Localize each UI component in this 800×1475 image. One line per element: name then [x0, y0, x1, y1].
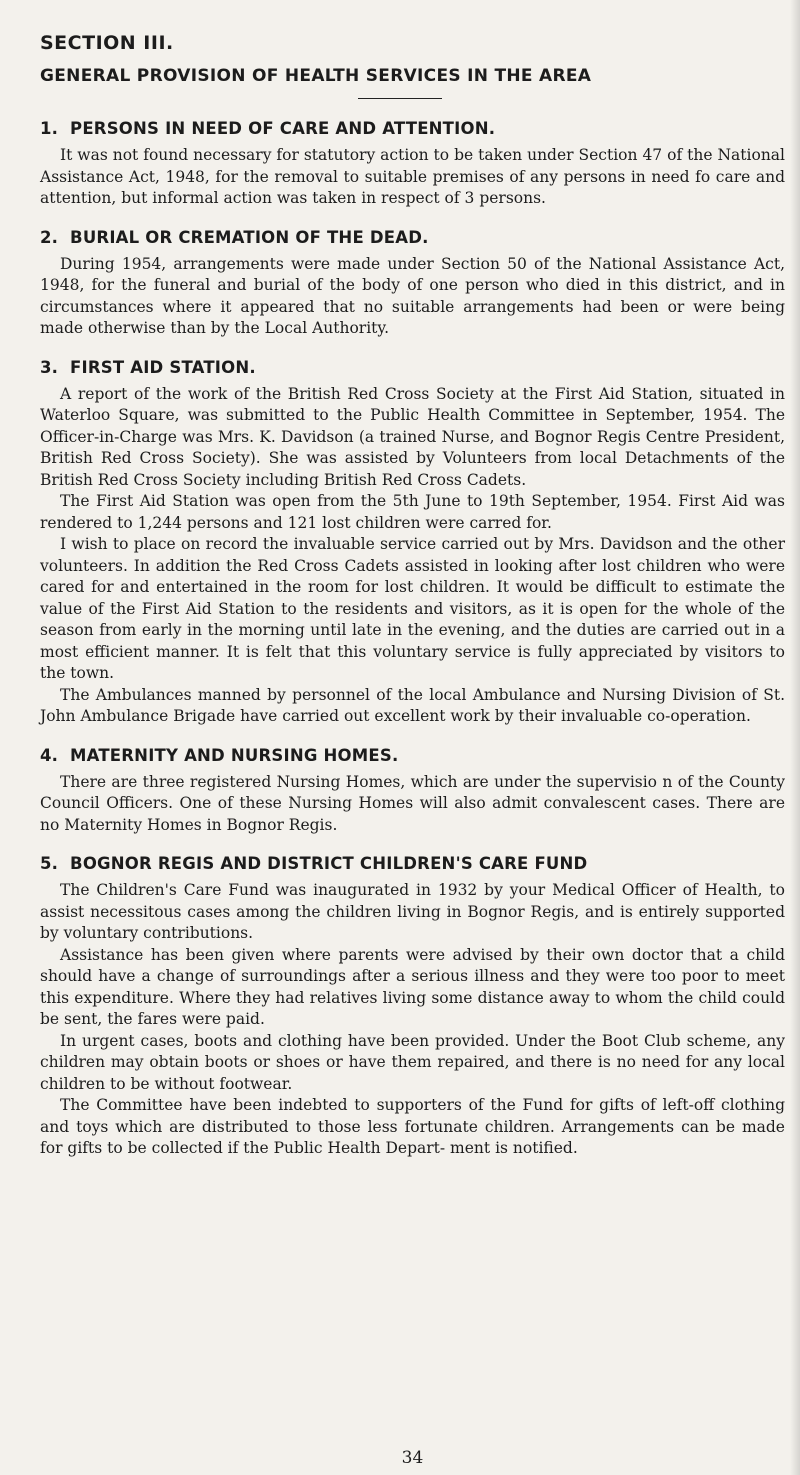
section-title: FIRST AID STATION. [70, 357, 256, 377]
section-heading [40, 356, 785, 380]
section-heading [40, 117, 785, 141]
document-page [40, 30, 785, 1468]
section-heading [40, 226, 785, 250]
section-title: BOGNOR REGIS AND DISTRICT CHILDREN'S CARE FUND [70, 854, 588, 873]
page-number: 34 [401, 1448, 424, 1468]
page-edge-shadow [790, 0, 800, 1475]
paragraph: I wish to place on record the invaluable service carried out by Mrs. Davidson and the other volunteers. In addition the Red Cross Cadets assisted in looking after lost children who were cared for and entertained in the room for lost children. It would be difficult to estimate the value of the First Aid Station to the residents and visitors, as it is open for the whole of the season from early in the morning until late in the evening, and the duties are carried out in a most efficient manner. It is felt that this voluntary service is fully appreciated by visitors to the town. [40, 535, 785, 682]
paragraph: During 1954, arrangements were made under Section 50 of the National Assistance Act, 1948, for the funeral and burial of the body of one person who died in this district, and in circumstances where it appeared that no suitable arrangements had been or were being made otherwise than by the Local Authority. [40, 254, 785, 337]
section-title: PERSONS IN NEED OF CARE AND ATTENTION. [70, 119, 496, 138]
section-number: 1. [40, 119, 59, 138]
document-body [40, 117, 785, 1160]
section-title: MATERNITY AND NURSING HOMES. [70, 745, 399, 765]
section-number: 3. [40, 357, 59, 377]
section-4 [40, 744, 785, 837]
title-divider [358, 98, 442, 99]
section-1 [40, 117, 785, 210]
paragraph: The First Aid Station was open from the 5th June to 19th September, 1954. First Aid was rendered to 1,244 persons and 121 lost children were carred for. [40, 492, 785, 532]
paragraph: The Ambulances manned by personnel of the local Ambulance and Nursing Division of St. John Ambulance Brigade have carried out excellent work by their invaluable co-operation. [40, 685, 785, 725]
paragraph: The Children's Care Fund was inaugurated in 1932 by your Medical Officer of Health, to assist necessitous cases among the children living in Bognor Regis, and is entirely supported by voluntary contributions. [40, 881, 785, 942]
paragraph: Assistance has been given where parents were advised by their own doctor that a child should have a change of surroundings after a serious illness and they were too poor to meet this expenditure. Where they had relatives living some distance away to whom the child could be sent, the fares were paid. [40, 945, 785, 1028]
section-title: BURIAL OR CREMATION OF THE DEAD. [70, 227, 429, 247]
paragraph: There are three registered Nursing Homes, which are under the supervisio n of the County Council Officers. One of these Nursing Homes will also admit convalescent cases. There are no Maternity Homes in Bognor Regis. [40, 772, 785, 834]
paragraph: The Committee have been indebted to supporters of the Fund for gifts of left-off clothing and toys which are distributed to those less fortunate children. Arrangements can be made for gifts to be collected if the Public Health Depart- ment is notified. [40, 1096, 785, 1157]
section-heading [40, 744, 785, 768]
section-5 [40, 852, 785, 1160]
paragraph: A report of the work of the British Red Cross Society at the First Aid Station, situated in Waterloo Square, was submitted to the Public Health Committee in September, 1954. The Officer-in-Charge was Mrs. K. Davidson (a trained Nurse, and Bognor Regis Centre President, British Red Cross Society). She was assisted by Volunteers from local Detachments of the British Red Cross Society including British Red Cross Cadets. [40, 384, 785, 489]
paragraph: In urgent cases, boots and clothing have been provided. Under the Boot Club scheme, any children may obtain boots or shoes or have them repaired, and there is no need for any local children to be without footwear. [40, 1031, 785, 1093]
page-title: GENERAL PROVISION OF HEALTH SERVICES IN THE AREA [40, 66, 592, 86]
section-3 [40, 356, 785, 728]
section-number: 5. [40, 854, 59, 873]
section-number: 2. [40, 227, 59, 247]
section-label: SECTION III. [40, 32, 174, 54]
paragraph: It was not found necessary for statutory action to be taken under Section 47 of the National Assistance Act, 1948, for the removal to suitable premises of any persons in need fo care and attention, but informal action was taken in respect of 3 persons. [40, 146, 785, 207]
section-number: 4. [40, 745, 59, 765]
section-2 [40, 226, 785, 340]
section-heading [40, 852, 785, 876]
